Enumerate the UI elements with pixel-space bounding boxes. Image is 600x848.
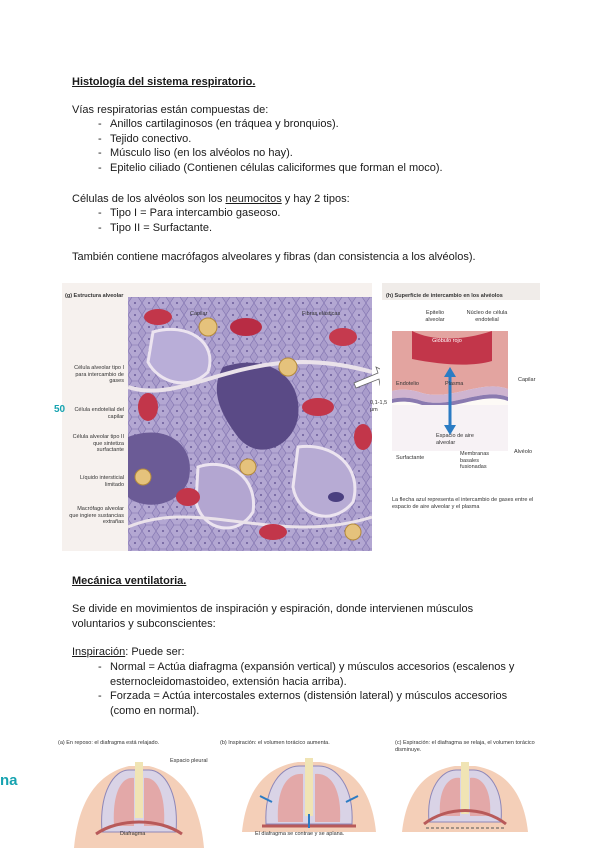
neumocitos-term: neumocitos	[225, 193, 282, 205]
alveolar-figure	[54, 283, 540, 551]
list-item: - Forzada = Actúa intercostales externos (distensión lateral) y músculos accesorios (como en normal).	[80, 689, 530, 718]
section-title-mecanica: Mecánica ventilatoria.	[72, 575, 187, 587]
label-capilar: Capilar	[190, 311, 208, 317]
label-liquido-intersticial: Líquido intersticial limitado	[79, 475, 124, 488]
label-celula-endotelial: Célula endotelial del capilar	[74, 407, 124, 420]
label-espacio: Espacio de aire alveolar	[436, 433, 474, 446]
label-macrofago: Macrófago alveolar que ingiere sustancias extrañas	[69, 506, 124, 525]
label-nucleo: Núcleo de célula endotelial	[466, 310, 508, 323]
list-item: - Anillos cartilaginosos (en tráquea y bronquios).	[80, 117, 580, 132]
figure-title-h: (h) Superficie de intercambio en los alvéolos	[386, 293, 503, 299]
inspiracion-list	[80, 660, 530, 718]
intro-text: Vías respiratorias están compuestas de:	[72, 104, 269, 116]
list-item: - Músculo liso (en los alvéolos no hay).	[80, 146, 580, 161]
label-epitelio: Epitelio alveolar	[425, 310, 445, 323]
panel-b-caption: El diafragma se contrae y se aplana.	[255, 831, 345, 837]
breathing-figure	[0, 736, 600, 848]
label-membranas: Membranas basales fusionadas	[460, 451, 490, 470]
cell-types-list	[80, 206, 580, 235]
panel-c-title: (c) Espiración: el diafragma se relaja, el volumen torácico disminuye.	[395, 740, 535, 753]
label-endotelio: Endotelio	[396, 381, 419, 387]
section-title-histologia: Histología del sistema respiratorio.	[72, 76, 256, 88]
label-diafragma: Diafragma	[120, 831, 146, 837]
side-text: na	[0, 772, 18, 789]
panel-a-title: (a) En reposo: el diafragma está relajado.	[58, 740, 160, 746]
alveolar-structure-illustration	[128, 297, 372, 551]
label-fibras-elasticas: Fibras elásticas	[302, 311, 341, 317]
airway-list	[80, 117, 580, 175]
label-celula-tipo-ii: Célula alveolar tipo II que sintetiza surfactante	[72, 434, 124, 453]
inspiracion-term: Inspiración	[72, 646, 126, 658]
inspiracion-text: Inspiración: Puede ser:	[72, 646, 185, 658]
cells-text: Células de los alvéolos son los neumocitos y hay 2 tipos:	[72, 193, 350, 205]
label-espacio-pleural: Espacio pleural	[170, 758, 208, 764]
panel-b-title: (b) Inspiración: el volumen torácico aumenta.	[220, 740, 330, 746]
thorax-expiration-illustration	[402, 752, 528, 832]
label-medida: 0,1-1,5 μm	[370, 400, 388, 413]
label-globulo: Glóbulo rojo	[432, 338, 462, 344]
list-item: - Tejido conectivo.	[80, 132, 580, 147]
label-alveolo: Alvéolo	[514, 449, 533, 455]
ventilation-paragraph: Se divide en movimientos de inspiración y espiración, donde intervienen músculos voluntarios y subconscientes:	[72, 603, 474, 630]
label-celula-tipo-i: Célula alveolar tipo I para intercambio de gases	[74, 365, 124, 384]
figure-title-g: (g) Estructura alveolar	[65, 293, 124, 299]
label-capilar-h: Capilar	[518, 377, 536, 383]
list-item: - Epitelio ciliado (Contienen células caliciformes que forman el moco).	[80, 161, 580, 176]
label-surfactante: Surfactante	[396, 455, 425, 461]
side-number: 50	[54, 404, 66, 415]
also-text: También contiene macrófagos alveolares y fibras (dan consistencia a los alvéolos).	[72, 251, 476, 263]
label-plasma: Plasma	[445, 381, 464, 387]
list-item: - Tipo I = Para intercambio gaseoso.	[80, 206, 580, 221]
figure1-caption: La flecha azul representa el intercambio de gases entre el espacio de aire alveolar y el plasma	[392, 497, 534, 510]
list-item: - Tipo II = Surfactante.	[80, 221, 580, 236]
list-item: - Normal = Actúa diafragma (expansión vertical) y músculos accesorios (escalenos y esternocleidomastoideo, extensión hacia arriba).	[80, 660, 530, 689]
thorax-inspiration-illustration	[242, 752, 376, 832]
